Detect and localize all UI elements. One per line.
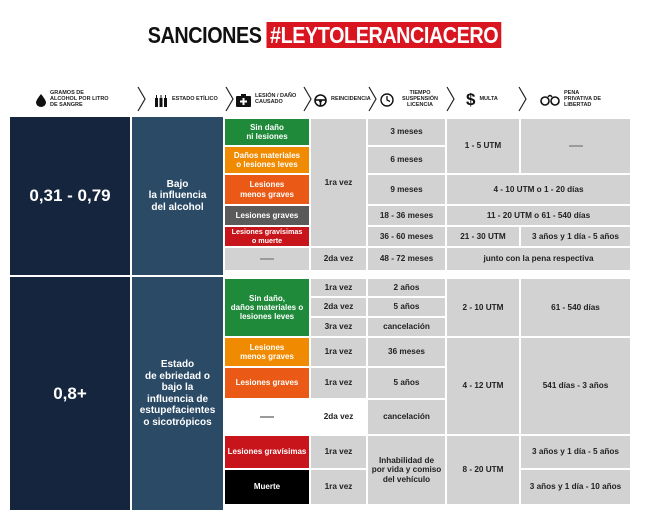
reincidencia-cell: 2da vez [311, 248, 366, 270]
lesion-gravisimas-muerte: Lesiones gravísimas o muerte [225, 227, 309, 246]
lesion-gravisimas: Lesiones gravísimas [225, 436, 309, 468]
reincidencia-cell: 2da vez [311, 298, 366, 316]
suspension-cell: 2 años [368, 279, 445, 296]
suspension-cell: 5 años [368, 298, 445, 316]
header-alcohol [36, 84, 116, 116]
dollar-icon: $ [466, 90, 476, 110]
bottles-icon [154, 94, 168, 107]
estado-bajo-influencia: Bajo la influencia del alcohol [132, 117, 223, 275]
reincidencia-cell: 1ra vez [311, 436, 366, 468]
multa-cell: 21 - 30 UTM [447, 227, 519, 246]
lesion-sin-dano: Sin daño ni lesiones [225, 119, 309, 145]
estado-ebriedad: Estado de ebriedad o bajo la influencia de estupefacientes o sicotrópicos [132, 277, 223, 510]
steering-wheel-icon [314, 94, 327, 107]
lesion-graves: Lesiones graves [225, 206, 309, 225]
pena-empty-cell [521, 119, 630, 173]
header-lesion [236, 84, 308, 116]
pena-cell: 3 años y 1 día - 5 años [521, 436, 630, 468]
chevron-right-icon [137, 86, 147, 112]
reincidencia-cell: 1ra vez [311, 338, 366, 366]
lesion-empty-cell [225, 400, 309, 434]
chevron-right-icon [303, 86, 313, 112]
pena-cell: 61 - 540 días [521, 279, 630, 336]
header-reincidencia [314, 84, 374, 116]
handcuffs-icon [540, 94, 560, 106]
header-pena [540, 84, 640, 116]
title-hashtag: #LEYTOLERANCIACERO [267, 22, 502, 48]
header-multa [466, 84, 516, 116]
header-estado-label: ESTADO ETÍLICO [172, 96, 218, 103]
lesion-graves: Lesiones graves [225, 368, 309, 398]
dash-divider [260, 258, 274, 260]
header-estado [154, 84, 224, 116]
suspension-cell: cancelación [368, 400, 445, 434]
alcohol-range-low: 0,31 - 0,79 [10, 117, 130, 275]
reincidencia-cell: 1ra vez [311, 368, 366, 398]
header-reincidencia-label: REINCIDENCIA [331, 96, 371, 103]
header-suspension-label: TIEMPO SUSPENSIÓN LICENCIA [401, 90, 439, 108]
multa-pena-cell: 11 - 20 UTM o 61 - 540 días [447, 206, 630, 225]
chevron-right-icon [225, 86, 235, 112]
reincidencia-cell: 1ra vez [311, 119, 366, 246]
header-multa-label: MULTA [479, 96, 498, 103]
alcohol-range-high: 0,8+ [10, 277, 130, 510]
page-title [0, 22, 650, 49]
title-prefix: SANCIONES [148, 22, 262, 48]
suspension-cell: 48 - 72 meses [368, 248, 445, 270]
reincidencia-cell: 1ra vez [311, 470, 366, 504]
drop-icon [36, 94, 46, 107]
pena-cell: 3 años y 1 día - 5 años [521, 227, 630, 246]
suspension-cell: 6 meses [368, 147, 445, 173]
first-aid-kit-icon [236, 94, 251, 107]
multa-pena-cell: junto con la pena respectiva [447, 248, 630, 270]
multa-cell: 4 - 12 UTM [447, 338, 519, 434]
lesion-muerte: Muerte [225, 470, 309, 504]
pena-cell: 541 días - 3 años [521, 338, 630, 434]
lesion-danos-leves: Daños materiales o lesiones leves [225, 147, 309, 173]
header-lesion-label: LESIÓN / DAÑO CAUSADO [255, 93, 297, 105]
lesion-menos-graves: Lesiones menos graves [225, 338, 309, 366]
lesion-sin-dano: Sin daño, daños materiales o lesiones leves [225, 279, 309, 336]
suspension-cell: 5 años [368, 368, 445, 398]
header-suspension [380, 84, 450, 116]
reincidencia-cell: 3ra vez [311, 318, 366, 336]
suspension-cell: 36 meses [368, 338, 445, 366]
multa-pena-cell: 4 - 10 UTM o 1 - 20 días [447, 175, 630, 204]
suspension-cell: 18 - 36 meses [368, 206, 445, 225]
chevron-right-icon [518, 86, 528, 112]
lesion-menos-graves: Lesiones menos graves [225, 175, 309, 204]
suspension-cell: 9 meses [368, 175, 445, 204]
reincidencia-cell: 2da vez [311, 400, 366, 434]
dash-divider [260, 416, 274, 418]
clock-icon [380, 93, 394, 107]
suspension-cell: cancelación [368, 318, 445, 336]
chevron-right-icon [446, 86, 456, 112]
header-alcohol-label: GRAMOS DE ALCOHOL POR LITRO DE SANGRE [50, 90, 109, 108]
multa-cell: 2 - 10 UTM [447, 279, 519, 336]
reincidencia-cell: 1ra vez [311, 279, 366, 296]
suspension-cell: Inhabilidad de por vida y comiso del vehículo [368, 436, 445, 504]
suspension-cell: 36 - 60 meses [368, 227, 445, 246]
pena-cell: 3 años y 1 día - 10 años [521, 470, 630, 504]
header-pena-label: PENA PRIVATIVA DE LIBERTAD [564, 90, 602, 108]
chevron-right-icon [368, 86, 378, 112]
multa-cell: 8 - 20 UTM [447, 436, 519, 504]
multa-cell: 1 - 5 UTM [447, 119, 519, 173]
suspension-cell: 3 meses [368, 119, 445, 145]
dash-divider [569, 145, 583, 147]
lesion-empty-cell [225, 248, 309, 270]
